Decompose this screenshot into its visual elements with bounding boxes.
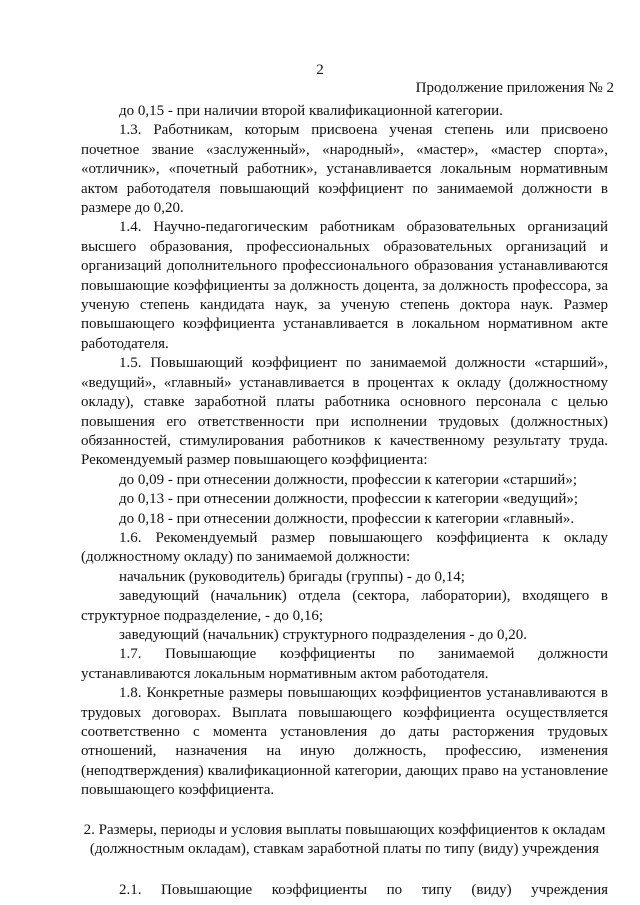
list-item: заведующий (начальник) структурного подразделения - до 0,20.: [119, 626, 528, 643]
section-2-heading: 2. Размеры, периоды и условия выплаты повышающих коэффициентов к окладам (должностным окладам), ставкам заработной платы по типу (виду) учреждения: [83, 821, 606, 858]
paragraph-1-6: 1.6. Рекомендуемый размер повышающего коэффициента к окладу (должностному окладу) по занимаемой должности:: [81, 529, 608, 566]
list-item: до 0,18 - при отнесении должности, профессии к категории «главный».: [119, 510, 575, 527]
paragraph-1-3: 1.3. Работникам, которым присвоена ученая степень или присвоено почетное звание «заслуженный», «народный», «мастер», «мастер спорта», «отличник», «почетный работник», устанавливается локальным нормативным актом работодателя повышающий коэффициент по занимаемой должности в размере до 0,20.: [81, 122, 608, 217]
paragraph-intro: до 0,15 - при наличии второй квалификационной категории.: [119, 103, 503, 119]
paragraph-1-4: 1.4. Научно-педагогическим работникам образовательных организаций высшего образования, профессиональных образовательных организаций и организаций дополнительного профессионального образования устанавливаются повышающие коэффициенты за должность доцента, за должность профессора, за ученую степень кандидата наук, за ученую степень доктора наук. Размер повышающего коэффициента устанавливается в локальном нормативном акте работодателя.: [81, 219, 608, 352]
paragraph-head-department: заведующий (начальник) отдела (сектора, лаборатории), входящего в структурное подразделение, - до 0,16;: [81, 588, 608, 624]
list-item: начальник (руководитель) бригады (группы) - до 0,14;: [119, 568, 465, 585]
paragraph-2-1: 2.1. Повышающие коэффициенты по типу (виду) учреждения: [119, 882, 608, 899]
list-item: до 0,13 - при отнесении должности, профессии к категории «ведущий»;: [119, 491, 579, 508]
paragraph-1-5: 1.5. Повышающий коэффициент по занимаемой должности «старший», «ведущий», «главный» устанавливается в процентах к окладу (должностному окладу), ставке заработной платы работника основного персонала с целью повышения его ответственности при исполнении трудовых (должностных) обязанностей, стимулирования работников к качественному результату труда. Рекомендуемый размер повышающего коэффициента:: [81, 355, 608, 469]
paragraph-1-8: 1.8. Конкретные размеры повышающих коэффициентов устанавливаются в трудовых договорах. Выплата повышающего коэффициента осуществляется соответственно с момента установления до даты расторжения трудовых отношений, назначения на иную должность, профессию, изменения (неподтверждения) квалификационной категории, дающих право на установление повышающего коэффициента.: [81, 685, 608, 799]
list-item: до 0,09 - при отнесении должности, профессии к категории «старший»;: [119, 471, 577, 488]
page-number: 2: [316, 62, 324, 78]
appendix-note: Продолжение приложения № 2: [415, 80, 614, 96]
document-body: [81, 102, 608, 901]
paragraph-1-7: 1.7. Повышающие коэффициенты по занимаемой должности устанавливаются локальным нормативным актом работодателя.: [81, 646, 608, 682]
